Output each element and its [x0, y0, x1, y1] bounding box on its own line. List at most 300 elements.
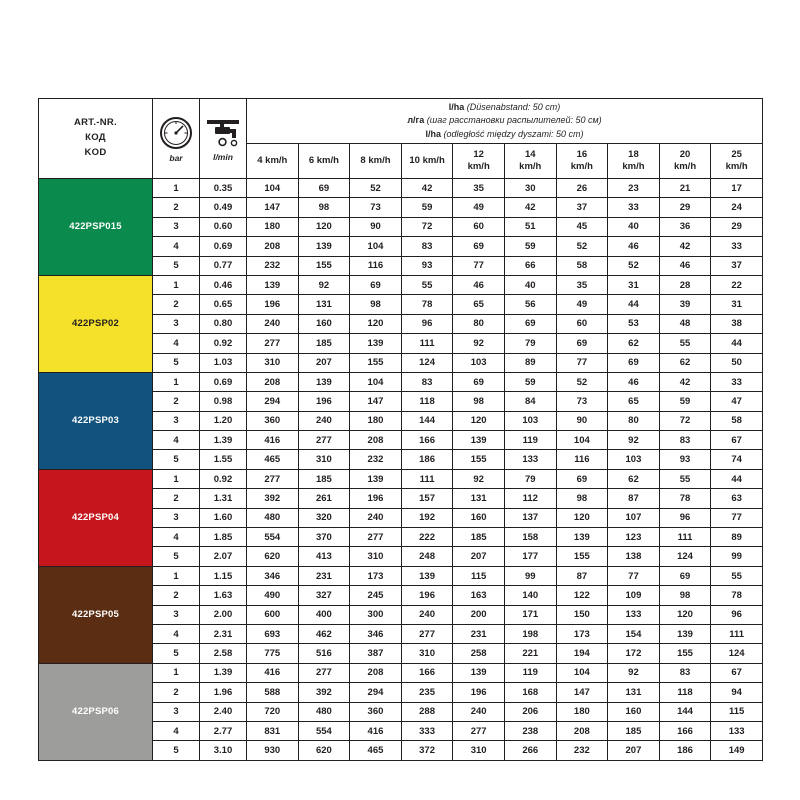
cell-rate-4-km/h: 720 [247, 702, 299, 721]
cell-rate-8-km/h: 90 [350, 217, 402, 236]
cell-rate-8-km/h: 104 [350, 372, 402, 391]
cell-rate-4-km/h: 392 [247, 489, 299, 508]
header-speed-5: 12 km/h [453, 144, 505, 179]
cell-rate-10-km/h: 111 [401, 469, 453, 488]
cell-lmin: 0.92 [200, 469, 247, 488]
cell-rate-14-km/h: 79 [504, 469, 556, 488]
cell-lmin: 2.77 [200, 721, 247, 740]
cell-rate-18-km/h: 172 [608, 644, 660, 663]
cell-lmin: 3.10 [200, 741, 247, 760]
cell-rate-12-km/h: 196 [453, 683, 505, 702]
cell-rate-16-km/h: 104 [556, 431, 608, 450]
cell-rate-14-km/h: 40 [504, 275, 556, 294]
cell-rate-8-km/h: 155 [350, 353, 402, 372]
cell-rate-12-km/h: 103 [453, 353, 505, 372]
cell-bar: 5 [153, 741, 200, 760]
cell-rate-6-km/h: 320 [298, 508, 350, 527]
cell-rate-16-km/h: 98 [556, 489, 608, 508]
cell-rate-25-km/h: 67 [711, 431, 763, 450]
cell-rate-6-km/h: 277 [298, 431, 350, 450]
cell-lmin: 0.35 [200, 179, 247, 198]
cell-rate-4-km/h: 277 [247, 334, 299, 353]
cell-rate-18-km/h: 65 [608, 392, 660, 411]
cell-rate-6-km/h: 131 [298, 295, 350, 314]
cell-rate-10-km/h: 96 [401, 314, 453, 333]
product-code-422PSP03: 422PSP03 [39, 372, 153, 469]
cell-rate-20-km/h: 78 [659, 489, 711, 508]
cell-rate-20-km/h: 69 [659, 566, 711, 585]
cell-rate-6-km/h: 98 [298, 198, 350, 217]
cell-rate-10-km/h: 42 [401, 179, 453, 198]
cell-rate-4-km/h: 240 [247, 314, 299, 333]
cell-rate-8-km/h: 208 [350, 431, 402, 450]
cell-rate-16-km/h: 69 [556, 469, 608, 488]
cell-rate-4-km/h: 208 [247, 372, 299, 391]
cell-rate-12-km/h: 49 [453, 198, 505, 217]
cell-rate-18-km/h: 103 [608, 450, 660, 469]
cell-rate-16-km/h: 139 [556, 528, 608, 547]
cell-rate-4-km/h: 139 [247, 275, 299, 294]
header-pressure-bar [153, 99, 200, 179]
cell-rate-10-km/h: 222 [401, 528, 453, 547]
cell-rate-25-km/h: 124 [711, 644, 763, 663]
cell-bar: 1 [153, 663, 200, 682]
product-code-422PSP05: 422PSP05 [39, 566, 153, 663]
cell-bar: 1 [153, 566, 200, 585]
cell-rate-12-km/h: 185 [453, 528, 505, 547]
cell-rate-18-km/h: 107 [608, 508, 660, 527]
cell-bar: 3 [153, 217, 200, 236]
cell-rate-14-km/h: 59 [504, 237, 556, 256]
cell-rate-18-km/h: 69 [608, 353, 660, 372]
cell-rate-4-km/h: 465 [247, 450, 299, 469]
cell-rate-14-km/h: 140 [504, 586, 556, 605]
cell-rate-10-km/h: 59 [401, 198, 453, 217]
cell-rate-8-km/h: 346 [350, 624, 402, 643]
cell-bar: 3 [153, 411, 200, 430]
cell-rate-8-km/h: 120 [350, 314, 402, 333]
cell-rate-20-km/h: 120 [659, 605, 711, 624]
cell-rate-6-km/h: 480 [298, 702, 350, 721]
cell-lmin: 0.65 [200, 295, 247, 314]
cell-rate-8-km/h: 387 [350, 644, 402, 663]
cell-rate-8-km/h: 416 [350, 721, 402, 740]
cell-rate-14-km/h: 56 [504, 295, 556, 314]
cell-rate-25-km/h: 96 [711, 605, 763, 624]
cell-rate-4-km/h: 104 [247, 179, 299, 198]
cell-rate-12-km/h: 60 [453, 217, 505, 236]
cell-rate-4-km/h: 346 [247, 566, 299, 585]
cell-rate-6-km/h: 185 [298, 469, 350, 488]
cell-rate-18-km/h: 40 [608, 217, 660, 236]
cell-rate-6-km/h: 413 [298, 547, 350, 566]
cell-rate-14-km/h: 30 [504, 179, 556, 198]
cell-rate-14-km/h: 238 [504, 721, 556, 740]
cell-rate-16-km/h: 49 [556, 295, 608, 314]
cell-rate-10-km/h: 248 [401, 547, 453, 566]
product-code-422PSP02: 422PSP02 [39, 275, 153, 372]
cell-rate-10-km/h: 186 [401, 450, 453, 469]
cell-rate-12-km/h: 155 [453, 450, 505, 469]
header-art-line-3: KOD [84, 146, 107, 158]
cell-rate-6-km/h: 462 [298, 624, 350, 643]
cell-rate-12-km/h: 80 [453, 314, 505, 333]
cell-rate-16-km/h: 90 [556, 411, 608, 430]
cell-rate-16-km/h: 37 [556, 198, 608, 217]
header-title-pl: l/ha (odległość między dyszami: 50 cm) [425, 128, 584, 139]
cell-rate-20-km/h: 42 [659, 372, 711, 391]
cell-rate-10-km/h: 72 [401, 217, 453, 236]
cell-rate-8-km/h: 173 [350, 566, 402, 585]
cell-rate-8-km/h: 310 [350, 547, 402, 566]
cell-rate-4-km/h: 620 [247, 547, 299, 566]
cell-rate-8-km/h: 360 [350, 702, 402, 721]
cell-rate-14-km/h: 119 [504, 431, 556, 450]
cell-lmin: 2.58 [200, 644, 247, 663]
cell-rate-8-km/h: 245 [350, 586, 402, 605]
cell-rate-18-km/h: 23 [608, 179, 660, 198]
cell-bar: 2 [153, 392, 200, 411]
table-body [39, 179, 763, 761]
cell-rate-25-km/h: 99 [711, 547, 763, 566]
cell-lmin: 2.07 [200, 547, 247, 566]
cell-rate-10-km/h: 55 [401, 275, 453, 294]
cell-rate-18-km/h: 62 [608, 334, 660, 353]
cell-lmin: 2.00 [200, 605, 247, 624]
cell-rate-25-km/h: 74 [711, 450, 763, 469]
cell-rate-25-km/h: 55 [711, 566, 763, 585]
cell-lmin: 2.40 [200, 702, 247, 721]
cell-bar: 1 [153, 469, 200, 488]
cell-rate-16-km/h: 26 [556, 179, 608, 198]
table-row [39, 179, 763, 198]
header-speed-4: 10 km/h [401, 144, 453, 179]
cell-rate-8-km/h: 116 [350, 256, 402, 275]
cell-rate-10-km/h: 235 [401, 683, 453, 702]
cell-rate-14-km/h: 84 [504, 392, 556, 411]
cell-lmin: 0.69 [200, 372, 247, 391]
cell-rate-6-km/h: 400 [298, 605, 350, 624]
cell-rate-12-km/h: 200 [453, 605, 505, 624]
cell-rate-6-km/h: 240 [298, 411, 350, 430]
header-art-line-2: КОД [85, 132, 106, 144]
cell-rate-20-km/h: 29 [659, 198, 711, 217]
cell-rate-16-km/h: 120 [556, 508, 608, 527]
cell-rate-16-km/h: 173 [556, 624, 608, 643]
cell-rate-18-km/h: 46 [608, 372, 660, 391]
cell-bar: 1 [153, 372, 200, 391]
cell-rate-25-km/h: 149 [711, 741, 763, 760]
cell-rate-10-km/h: 166 [401, 431, 453, 450]
cell-rate-16-km/h: 60 [556, 314, 608, 333]
cell-rate-4-km/h: 196 [247, 295, 299, 314]
cell-rate-4-km/h: 588 [247, 683, 299, 702]
cell-rate-25-km/h: 89 [711, 528, 763, 547]
table-row [39, 469, 763, 488]
cell-bar: 2 [153, 586, 200, 605]
cell-bar: 4 [153, 334, 200, 353]
cell-bar: 4 [153, 528, 200, 547]
header-speed-7: 16 km/h [556, 144, 608, 179]
cell-rate-25-km/h: 111 [711, 624, 763, 643]
cell-rate-6-km/h: 139 [298, 372, 350, 391]
cell-rate-25-km/h: 47 [711, 392, 763, 411]
cell-rate-4-km/h: 480 [247, 508, 299, 527]
cell-rate-12-km/h: 120 [453, 411, 505, 430]
cell-rate-12-km/h: 258 [453, 644, 505, 663]
cell-rate-16-km/h: 77 [556, 353, 608, 372]
cell-rate-6-km/h: 207 [298, 353, 350, 372]
cell-rate-12-km/h: 163 [453, 586, 505, 605]
product-code-422PSP015: 422PSP015 [39, 179, 153, 276]
cell-rate-12-km/h: 35 [453, 179, 505, 198]
cell-rate-16-km/h: 180 [556, 702, 608, 721]
cell-bar: 2 [153, 489, 200, 508]
cell-rate-12-km/h: 277 [453, 721, 505, 740]
cell-rate-20-km/h: 36 [659, 217, 711, 236]
cell-rate-4-km/h: 232 [247, 256, 299, 275]
cell-rate-16-km/h: 147 [556, 683, 608, 702]
cell-rate-6-km/h: 231 [298, 566, 350, 585]
cell-rate-20-km/h: 46 [659, 256, 711, 275]
cell-rate-4-km/h: 294 [247, 392, 299, 411]
cell-rate-10-km/h: 83 [401, 372, 453, 391]
cell-rate-12-km/h: 139 [453, 663, 505, 682]
header-speed-8: 18 km/h [608, 144, 660, 179]
cell-rate-4-km/h: 930 [247, 741, 299, 760]
header-lmin-unit: l/min [213, 151, 233, 162]
cell-rate-10-km/h: 277 [401, 624, 453, 643]
table-header [39, 99, 763, 179]
cell-rate-8-km/h: 196 [350, 489, 402, 508]
cell-rate-16-km/h: 73 [556, 392, 608, 411]
cell-rate-25-km/h: 44 [711, 334, 763, 353]
cell-rate-14-km/h: 137 [504, 508, 556, 527]
cell-lmin: 1.85 [200, 528, 247, 547]
cell-lmin: 1.15 [200, 566, 247, 585]
cell-rate-4-km/h: 310 [247, 353, 299, 372]
cell-rate-14-km/h: 89 [504, 353, 556, 372]
cell-rate-20-km/h: 55 [659, 334, 711, 353]
cell-lmin: 1.96 [200, 683, 247, 702]
cell-rate-4-km/h: 775 [247, 644, 299, 663]
header-speed-6: 14 km/h [504, 144, 556, 179]
cell-rate-16-km/h: 116 [556, 450, 608, 469]
cell-rate-20-km/h: 59 [659, 392, 711, 411]
cell-rate-18-km/h: 160 [608, 702, 660, 721]
cell-rate-20-km/h: 186 [659, 741, 711, 760]
cell-rate-25-km/h: 33 [711, 372, 763, 391]
cell-bar: 4 [153, 237, 200, 256]
cell-rate-14-km/h: 112 [504, 489, 556, 508]
product-code-422PSP04: 422PSP04 [39, 469, 153, 566]
cell-rate-14-km/h: 59 [504, 372, 556, 391]
cell-rate-14-km/h: 198 [504, 624, 556, 643]
cell-rate-18-km/h: 133 [608, 605, 660, 624]
header-rate-title [247, 99, 763, 144]
cell-rate-10-km/h: 372 [401, 741, 453, 760]
cell-rate-14-km/h: 99 [504, 566, 556, 585]
cell-rate-16-km/h: 87 [556, 566, 608, 585]
cell-rate-12-km/h: 69 [453, 237, 505, 256]
cell-rate-8-km/h: 232 [350, 450, 402, 469]
cell-rate-20-km/h: 72 [659, 411, 711, 430]
cell-rate-20-km/h: 39 [659, 295, 711, 314]
header-title-de: l/ha (Düsenabstand: 50 cm) [448, 101, 561, 112]
cell-rate-16-km/h: 69 [556, 334, 608, 353]
cell-rate-10-km/h: 288 [401, 702, 453, 721]
cell-rate-6-km/h: 261 [298, 489, 350, 508]
cell-rate-16-km/h: 45 [556, 217, 608, 236]
cell-rate-6-km/h: 392 [298, 683, 350, 702]
cell-rate-8-km/h: 139 [350, 469, 402, 488]
cell-rate-6-km/h: 155 [298, 256, 350, 275]
cell-rate-10-km/h: 196 [401, 586, 453, 605]
cell-rate-4-km/h: 600 [247, 605, 299, 624]
cell-lmin: 1.03 [200, 353, 247, 372]
table-row [39, 663, 763, 682]
cell-rate-12-km/h: 77 [453, 256, 505, 275]
cell-rate-14-km/h: 69 [504, 314, 556, 333]
cell-rate-4-km/h: 693 [247, 624, 299, 643]
cell-rate-8-km/h: 147 [350, 392, 402, 411]
cell-lmin: 0.77 [200, 256, 247, 275]
cell-rate-20-km/h: 93 [659, 450, 711, 469]
cell-rate-8-km/h: 139 [350, 334, 402, 353]
cell-rate-6-km/h: 554 [298, 721, 350, 740]
cell-rate-16-km/h: 52 [556, 372, 608, 391]
cell-rate-18-km/h: 92 [608, 663, 660, 682]
cell-lmin: 1.39 [200, 431, 247, 450]
cell-rate-18-km/h: 185 [608, 721, 660, 740]
cell-rate-14-km/h: 119 [504, 663, 556, 682]
cell-rate-20-km/h: 139 [659, 624, 711, 643]
cell-rate-25-km/h: 37 [711, 256, 763, 275]
cell-rate-25-km/h: 50 [711, 353, 763, 372]
cell-rate-20-km/h: 111 [659, 528, 711, 547]
cell-rate-4-km/h: 554 [247, 528, 299, 547]
cell-rate-12-km/h: 139 [453, 431, 505, 450]
cell-rate-6-km/h: 620 [298, 741, 350, 760]
table-row [39, 566, 763, 585]
cell-rate-8-km/h: 294 [350, 683, 402, 702]
cell-rate-16-km/h: 150 [556, 605, 608, 624]
cell-rate-25-km/h: 22 [711, 275, 763, 294]
cell-rate-10-km/h: 83 [401, 237, 453, 256]
cell-rate-4-km/h: 277 [247, 469, 299, 488]
cell-bar: 5 [153, 644, 200, 663]
header-speed-2: 6 km/h [298, 144, 350, 179]
cell-lmin: 2.31 [200, 624, 247, 643]
cell-lmin: 0.80 [200, 314, 247, 333]
cell-lmin: 0.69 [200, 237, 247, 256]
cell-rate-18-km/h: 46 [608, 237, 660, 256]
cell-bar: 3 [153, 508, 200, 527]
cell-rate-12-km/h: 92 [453, 469, 505, 488]
cell-bar: 3 [153, 702, 200, 721]
cell-rate-16-km/h: 35 [556, 275, 608, 294]
cell-rate-4-km/h: 831 [247, 721, 299, 740]
cell-rate-4-km/h: 360 [247, 411, 299, 430]
cell-rate-6-km/h: 327 [298, 586, 350, 605]
cell-rate-20-km/h: 62 [659, 353, 711, 372]
cell-lmin: 0.46 [200, 275, 247, 294]
cell-rate-8-km/h: 73 [350, 198, 402, 217]
cell-rate-12-km/h: 69 [453, 372, 505, 391]
cell-rate-20-km/h: 28 [659, 275, 711, 294]
cell-rate-12-km/h: 46 [453, 275, 505, 294]
cell-rate-20-km/h: 48 [659, 314, 711, 333]
cell-rate-14-km/h: 51 [504, 217, 556, 236]
cell-rate-25-km/h: 115 [711, 702, 763, 721]
cell-rate-18-km/h: 52 [608, 256, 660, 275]
cell-rate-8-km/h: 300 [350, 605, 402, 624]
cell-rate-18-km/h: 62 [608, 469, 660, 488]
cell-rate-10-km/h: 111 [401, 334, 453, 353]
cell-rate-10-km/h: 139 [401, 566, 453, 585]
cell-lmin: 1.55 [200, 450, 247, 469]
cell-rate-8-km/h: 104 [350, 237, 402, 256]
cell-rate-20-km/h: 96 [659, 508, 711, 527]
cell-bar: 5 [153, 353, 200, 372]
cell-rate-8-km/h: 69 [350, 275, 402, 294]
cell-rate-8-km/h: 98 [350, 295, 402, 314]
cell-rate-8-km/h: 465 [350, 741, 402, 760]
cell-rate-6-km/h: 370 [298, 528, 350, 547]
cell-rate-18-km/h: 207 [608, 741, 660, 760]
cell-bar: 2 [153, 198, 200, 217]
cell-rate-10-km/h: 166 [401, 663, 453, 682]
cell-rate-20-km/h: 144 [659, 702, 711, 721]
cell-lmin: 0.60 [200, 217, 247, 236]
cell-rate-14-km/h: 133 [504, 450, 556, 469]
cell-rate-8-km/h: 240 [350, 508, 402, 527]
cell-rate-14-km/h: 42 [504, 198, 556, 217]
cell-rate-12-km/h: 131 [453, 489, 505, 508]
cell-rate-8-km/h: 180 [350, 411, 402, 430]
product-code-422PSP06: 422PSP06 [39, 663, 153, 760]
cell-rate-20-km/h: 21 [659, 179, 711, 198]
cell-lmin: 1.31 [200, 489, 247, 508]
cell-rate-18-km/h: 31 [608, 275, 660, 294]
cell-rate-20-km/h: 83 [659, 431, 711, 450]
cell-rate-18-km/h: 138 [608, 547, 660, 566]
cell-rate-25-km/h: 63 [711, 489, 763, 508]
cell-rate-10-km/h: 124 [401, 353, 453, 372]
cell-rate-10-km/h: 118 [401, 392, 453, 411]
cell-rate-12-km/h: 160 [453, 508, 505, 527]
cell-rate-12-km/h: 65 [453, 295, 505, 314]
cell-rate-25-km/h: 38 [711, 314, 763, 333]
cell-rate-18-km/h: 154 [608, 624, 660, 643]
cell-bar: 5 [153, 547, 200, 566]
cell-rate-6-km/h: 516 [298, 644, 350, 663]
cell-rate-6-km/h: 69 [298, 179, 350, 198]
cell-rate-10-km/h: 310 [401, 644, 453, 663]
header-speed-9: 20 km/h [659, 144, 711, 179]
cell-rate-20-km/h: 124 [659, 547, 711, 566]
cell-rate-4-km/h: 416 [247, 663, 299, 682]
cell-rate-18-km/h: 80 [608, 411, 660, 430]
cell-rate-14-km/h: 158 [504, 528, 556, 547]
cell-rate-6-km/h: 310 [298, 450, 350, 469]
cell-rate-18-km/h: 87 [608, 489, 660, 508]
cell-bar: 2 [153, 295, 200, 314]
cell-lmin: 1.63 [200, 586, 247, 605]
cell-bar: 1 [153, 179, 200, 198]
cell-bar: 3 [153, 314, 200, 333]
cell-rate-14-km/h: 221 [504, 644, 556, 663]
